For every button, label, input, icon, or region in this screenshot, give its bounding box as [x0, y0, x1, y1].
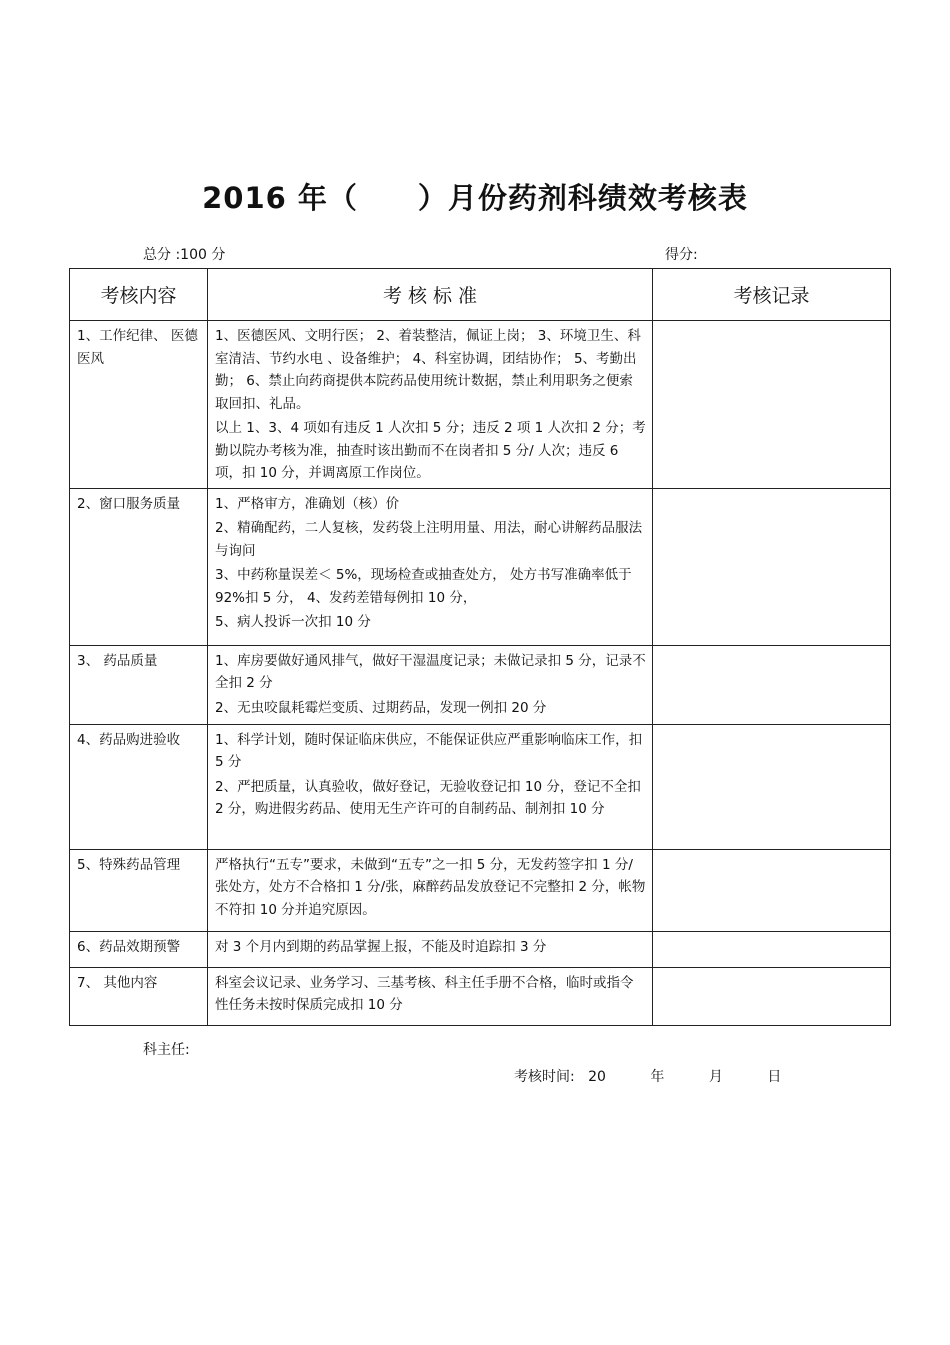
record-cell[interactable] — [653, 724, 891, 849]
header-content: 考核内容 — [70, 269, 208, 321]
table-row — [70, 931, 891, 967]
header-record: 考核记录 — [653, 269, 891, 321]
obtained-score-label: 得分: — [665, 247, 698, 263]
page-title: 2016 年（ ）月份药剂科绩效考核表 — [202, 181, 748, 215]
row-category: 1、工作纪律、 医德医风 — [70, 321, 208, 489]
record-cell[interactable] — [653, 321, 891, 489]
header-standard: 考 核 标 准 — [208, 269, 653, 321]
row-category: 5、特殊药品管理 — [70, 849, 208, 931]
row-category: 3、 药品质量 — [70, 645, 208, 724]
table-row — [70, 488, 891, 645]
standard-item: 1、医德医风、文明行医； 2、着装整洁，佩证上岗； 3、环境卫生、科室清洁、节约水电 、设备维护； 4、科室协调，团结协作； 5、考勤出勤； 6、禁止向药商提供本院药品使用统计数据，禁止利用职务之便索取回扣、礼品。 — [215, 328, 641, 412]
standard-item: 2、精确配药，二人复核，发药袋上注明用量、用法，耐心讲解药品服法与询问 — [215, 520, 643, 559]
row-standards — [208, 724, 653, 849]
standard-item: 科室会议记录、业务学习、三基考核、科主任手册不合格，临时或指令性任务未按时保质完成扣 10 分 — [215, 974, 634, 1013]
total-score-label: 总分 :100 分 — [143, 247, 226, 263]
standard-item: 对 3 个月内到期的药品掌握上报，不能及时追踪扣 3 分 — [215, 938, 547, 955]
standard-item: 5、病人投诉一次扣 10 分 — [215, 614, 371, 630]
standard-item: 2、严把质量，认真验收，做好登记，无验收登记扣 10 分，登记不全扣 2 分，购进假劣药品、使用无生产许可的自制药品、制剂扣 10 分 — [215, 778, 641, 817]
standard-item: 1、科学计划，随时保证临床供应，不能保证供应严重影响临床工作，扣 5 分 — [215, 731, 643, 770]
table-row — [70, 645, 891, 724]
director-signature-label: 科主任: — [143, 1042, 190, 1058]
standard-item: 3、中药称量误差＜ 5%，现场检查或抽查处方， 处方书写准确率低于 92%扣 5 分， 4、发药差错每例扣 10 分， — [215, 567, 632, 606]
record-cell[interactable] — [653, 849, 891, 931]
row-category: 7、 其他内容 — [70, 967, 208, 1025]
row-standards — [208, 849, 653, 931]
table-header-row — [70, 269, 891, 321]
row-standards — [208, 967, 653, 1025]
assessment-date-label: 考核时间: 20 年 月 日 — [514, 1069, 782, 1085]
assessment-table — [69, 268, 891, 1026]
table-row — [70, 849, 891, 931]
table-row — [70, 967, 891, 1025]
standard-item: 以上 1、3、4 项如有违反 1 人次扣 5 分；违反 2 项 1 人次扣 2 分；考勤以院办考核为准，抽查时该出勤而不在岗者扣 5 分/ 人次；违反 6 项，扣 10 分，并调离原工作岗位。 — [215, 420, 646, 481]
standard-item: 1、严格审方，准确划（核）价 — [215, 495, 400, 512]
row-category: 2、窗口服务质量 — [70, 488, 208, 645]
record-cell[interactable] — [653, 488, 891, 645]
record-cell[interactable] — [653, 645, 891, 724]
row-standards — [208, 321, 653, 489]
row-category: 4、药品购进验收 — [70, 724, 208, 849]
standard-item: 1、库房要做好通风排气，做好干湿温度记录；未做记录扣 5 分，记录不全扣 2 分 — [215, 652, 646, 691]
record-cell[interactable] — [653, 931, 891, 967]
standard-item: 严格执行“五专”要求，未做到“五专”之一扣 5 分，无发药签字扣 1 分/张处方，处方不合格扣 1 分/张，麻醉药品发放登记不完整扣 2 分，帐物不符扣 10 分并追究原因。 — [215, 856, 646, 918]
row-standards — [208, 645, 653, 724]
row-standards — [208, 488, 653, 645]
row-category: 6、药品效期预警 — [70, 931, 208, 967]
row-standards — [208, 931, 653, 967]
record-cell[interactable] — [653, 967, 891, 1025]
table-row — [70, 724, 891, 849]
table-row — [70, 321, 891, 489]
standard-item: 2、无虫咬鼠耗霉烂变质、过期药品，发现一例扣 20 分 — [215, 699, 547, 716]
